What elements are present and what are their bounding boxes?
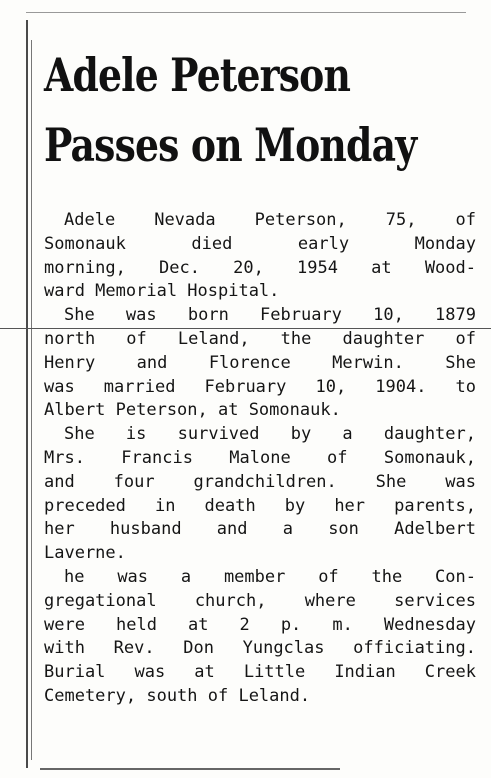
paragraph-line: Henry and Florence Merwin. She: [44, 352, 476, 373]
paragraph-2: [44, 304, 476, 423]
paragraph-line: morning, Dec. 20, 1954 at Wood-: [44, 257, 476, 278]
paragraph-line: preceded in death by her parents,: [44, 495, 476, 516]
paragraph-line: Albert Peterson, at Somonauk.: [44, 400, 341, 421]
paragraph-1: [44, 209, 476, 304]
paragraph-line: he was a member of the Con-: [64, 566, 476, 587]
column-rule: [26, 20, 28, 768]
paragraph-line: north of Leland, the daughter of: [44, 328, 476, 349]
clipping-top-edge: [26, 12, 466, 13]
paragraph-line: was married February 10, 1904. to: [44, 376, 476, 397]
article-body: [44, 209, 476, 709]
paragraph-3: [44, 423, 476, 566]
headline-line-1: Adele Peterson: [44, 48, 351, 102]
paragraph-4: [44, 566, 476, 709]
paragraph-line: Mrs. Francis Malone of Somonauk,: [44, 447, 476, 468]
paragraph-line: Adele Nevada Peterson, 75, of: [64, 210, 476, 230]
paragraph-line: with Rev. Don Yungclas officiating.: [44, 638, 476, 659]
column-rule-inner: [31, 40, 32, 760]
headline: [44, 40, 416, 180]
paragraph-line: gregational church, where services: [44, 590, 476, 611]
headline-line-2: Passes on Monday: [44, 118, 417, 172]
paragraph-line: were held at 2 p. m. Wednesday: [44, 614, 476, 635]
paragraph-line: Somonauk died early Monday: [44, 233, 476, 254]
paragraph-line: and four grandchildren. She was: [44, 471, 476, 492]
paragraph-line: ward Memorial Hospital.: [44, 281, 280, 302]
paragraph-line: her husband and a son Adelbert: [44, 519, 476, 540]
clipping-bottom-edge: [40, 768, 340, 770]
paragraph-line: Burial was at Little Indian Creek: [44, 662, 476, 683]
paragraph-line: Laverne.: [44, 543, 126, 564]
paragraph-line: She was born February 10, 1879: [64, 305, 476, 326]
paragraph-line: Cemetery, south of Leland.: [44, 685, 311, 706]
paragraph-line: She is survived by a daughter,: [64, 424, 476, 445]
